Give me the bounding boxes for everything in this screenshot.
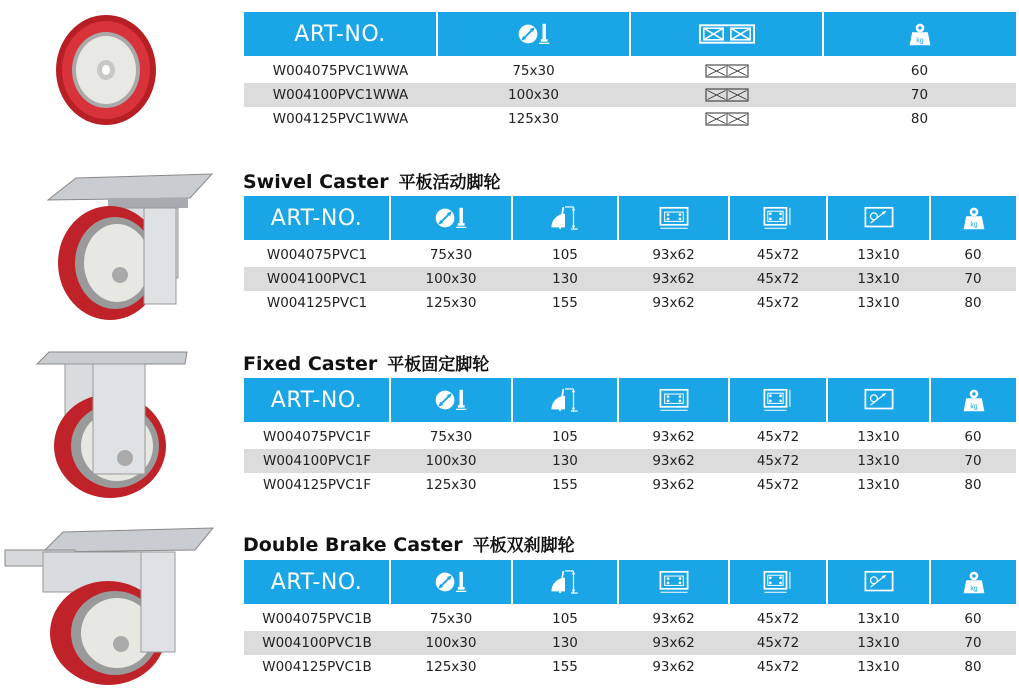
- hole-spacing-cell: 45x72: [729, 267, 827, 291]
- size-cell: 75x30: [429, 611, 473, 627]
- art-no-cell: W004125PVC1WWA: [272, 111, 409, 127]
- art-no-cell: W004100PVC1B: [244, 631, 390, 655]
- height-cell: 130: [512, 449, 618, 473]
- art-no-header: ART-NO.: [244, 378, 390, 422]
- top-plate-size-icon: [618, 196, 729, 240]
- table-row: [244, 83, 1016, 107]
- bolt-hole-spacing-icon: [729, 560, 827, 604]
- bolt-cell: 13x10: [857, 611, 900, 627]
- table-header-row: [244, 560, 1016, 604]
- height-cell: 130: [512, 267, 618, 291]
- plate-cell: 93x62: [652, 611, 695, 627]
- plate-cell: 93x62: [618, 631, 729, 655]
- title-en: Fixed Caster: [243, 353, 378, 375]
- hole-spacing-cell: 45x72: [756, 611, 800, 627]
- size-cell: 100x30: [437, 83, 630, 107]
- load-cell: 70: [823, 83, 1016, 107]
- wheel-diameter-width-icon: [437, 12, 630, 56]
- bolt-cell: 13x10: [857, 429, 900, 445]
- load-cell: 70: [930, 631, 1016, 655]
- bolt-hole-spacing-icon: [729, 378, 827, 422]
- load-cell: 80: [964, 477, 982, 493]
- title-cn: 平板活动脚轮: [398, 173, 501, 193]
- plate-cell: 93x62: [652, 477, 695, 493]
- load-cell: 70: [930, 449, 1016, 473]
- overall-height-icon: [512, 560, 618, 604]
- hole-spacing-cell: 45x72: [756, 477, 800, 493]
- art-no-cell: W004100PVC1: [244, 267, 390, 291]
- load-cell: 70: [930, 267, 1016, 291]
- fixed-caster-image: [35, 348, 190, 500]
- table-header-row: [244, 196, 1016, 240]
- plate-cell: 93x62: [652, 659, 695, 675]
- size-cell: 75x30: [429, 247, 473, 263]
- bolt-hole-diameter-icon: [827, 196, 930, 240]
- size-cell: 75x30: [429, 429, 473, 445]
- table-row: [244, 240, 1016, 267]
- bolt-cell: 13x10: [857, 477, 900, 493]
- section-title-brake: [243, 531, 575, 556]
- load-cell: 80: [964, 295, 982, 311]
- plate-cell: 93x62: [618, 449, 729, 473]
- height-cell: 130: [512, 631, 618, 655]
- bolt-hole-diameter-icon: [827, 378, 930, 422]
- title-cn: 平板双刹脚轮: [472, 536, 575, 556]
- carton-package-icon: [630, 12, 823, 56]
- bolt-cell: 13x10: [857, 247, 900, 263]
- top-plate-size-icon: [618, 560, 729, 604]
- art-no-header: ART-NO.: [244, 196, 390, 240]
- bolt-cell: 13x10: [827, 449, 930, 473]
- wheel-diameter-width-icon: [390, 378, 512, 422]
- carton-package-icon: [704, 62, 750, 80]
- size-cell: 125x30: [425, 295, 477, 311]
- plate-cell: 93x62: [652, 295, 695, 311]
- hole-spacing-cell: 45x72: [729, 631, 827, 655]
- table-row: [244, 473, 1016, 497]
- bolt-cell: 13x10: [857, 295, 900, 311]
- table-row: [244, 422, 1016, 449]
- svg-text:kg: kg: [969, 221, 978, 229]
- table-row: [244, 107, 1016, 131]
- art-no-cell: W004075PVC1B: [262, 611, 372, 627]
- section-title-fixed: [243, 350, 489, 375]
- height-cell: 105: [552, 611, 578, 627]
- bolt-cell: 13x10: [827, 267, 930, 291]
- overall-height-icon: [512, 378, 618, 422]
- size-cell: 75x30: [512, 63, 555, 79]
- wheel-image: [50, 12, 160, 128]
- height-cell: 105: [552, 429, 578, 445]
- bolt-hole-diameter-icon: [827, 560, 930, 604]
- section-title-swivel: [243, 168, 501, 193]
- load-cell: 60: [964, 429, 982, 445]
- art-no-cell: W004075PVC1: [266, 247, 368, 263]
- art-no-cell: W004125PVC1: [266, 295, 368, 311]
- size-cell: 100x30: [390, 267, 512, 291]
- swivel-caster-image: [40, 168, 215, 320]
- bolt-cell: 13x10: [827, 631, 930, 655]
- hole-spacing-cell: 45x72: [756, 659, 800, 675]
- hole-spacing-cell: 45x72: [729, 449, 827, 473]
- load-cell: 80: [910, 111, 929, 127]
- table-header-row: [244, 12, 1016, 56]
- weight-kg-icon: [930, 196, 1016, 240]
- height-cell: 155: [552, 659, 578, 675]
- hole-spacing-cell: 45x72: [756, 247, 800, 263]
- svg-text:kg: kg: [969, 585, 978, 593]
- size-cell: 100x30: [390, 449, 512, 473]
- title-cn: 平板固定脚轮: [387, 355, 490, 375]
- overall-height-icon: [512, 196, 618, 240]
- art-no-cell: W004125PVC1B: [262, 659, 372, 675]
- double-brake-caster-image: [3, 518, 215, 686]
- table-row: [244, 291, 1016, 315]
- size-cell: 125x30: [425, 659, 477, 675]
- height-cell: 105: [552, 247, 578, 263]
- package-cell: [630, 107, 823, 131]
- size-cell: 125x30: [508, 111, 559, 127]
- package-cell: [630, 56, 823, 83]
- art-no-header: ART-NO.: [244, 12, 437, 56]
- weight-kg-icon: [930, 378, 1016, 422]
- table-row: [244, 655, 1016, 679]
- table-row: [244, 56, 1016, 83]
- wheel-diameter-width-icon: [390, 560, 512, 604]
- fixed-spec-table: [244, 378, 1016, 497]
- art-no-header: ART-NO.: [244, 560, 390, 604]
- top-plate-size-icon: [618, 378, 729, 422]
- title-en: Double Brake Caster: [243, 534, 463, 556]
- plate-cell: 93x62: [652, 429, 695, 445]
- hole-spacing-cell: 45x72: [756, 429, 800, 445]
- bolt-hole-spacing-icon: [729, 196, 827, 240]
- wheel-spec-table: [244, 12, 1016, 131]
- plate-cell: 93x62: [618, 267, 729, 291]
- table-row: [244, 604, 1016, 631]
- table-header-row: [244, 378, 1016, 422]
- load-cell: 60: [910, 63, 929, 79]
- art-no-cell: W004100PVC1F: [244, 449, 390, 473]
- bolt-cell: 13x10: [857, 659, 900, 675]
- load-cell: 60: [964, 611, 982, 627]
- art-no-cell: W004075PVC1F: [262, 429, 372, 445]
- table-row: [244, 267, 1016, 291]
- size-cell: 100x30: [390, 631, 512, 655]
- svg-text:kg: kg: [916, 37, 924, 45]
- art-no-cell: W004075PVC1WWA: [272, 63, 409, 79]
- art-no-cell: W004125PVC1F: [262, 477, 372, 493]
- brake-spec-table: [244, 560, 1016, 679]
- height-cell: 155: [552, 295, 578, 311]
- carton-package-icon: [704, 110, 750, 128]
- plate-cell: 93x62: [652, 247, 695, 263]
- height-cell: 155: [552, 477, 578, 493]
- table-row: [244, 631, 1016, 655]
- weight-kg-icon: [823, 12, 1016, 56]
- load-cell: 60: [964, 247, 982, 263]
- load-cell: 80: [964, 659, 982, 675]
- hole-spacing-cell: 45x72: [756, 295, 800, 311]
- title-en: Swivel Caster: [243, 171, 389, 193]
- size-cell: 125x30: [425, 477, 477, 493]
- weight-kg-icon: [930, 560, 1016, 604]
- swivel-spec-table: [244, 196, 1016, 315]
- wheel-diameter-width-icon: [390, 196, 512, 240]
- art-no-cell: W004100PVC1WWA: [244, 83, 437, 107]
- package-cell: [630, 83, 823, 107]
- svg-text:kg: kg: [969, 403, 978, 411]
- carton-package-icon: [704, 86, 750, 104]
- table-row: [244, 449, 1016, 473]
